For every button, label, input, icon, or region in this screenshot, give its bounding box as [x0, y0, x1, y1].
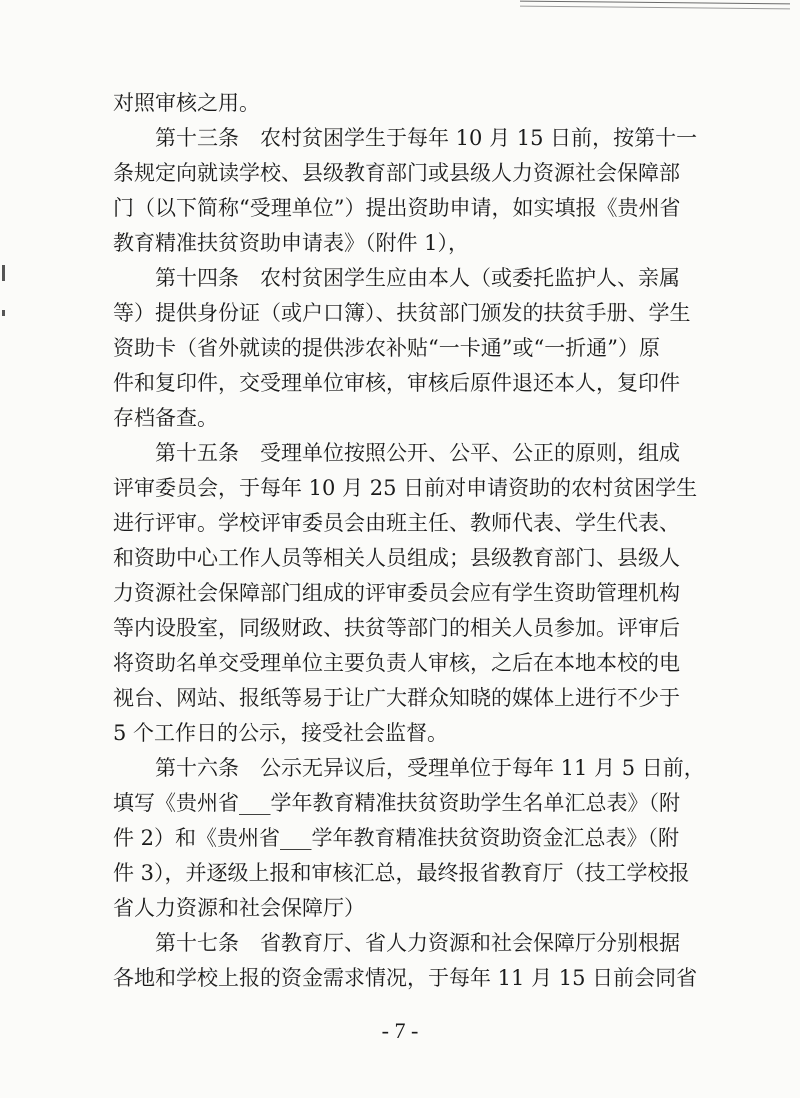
- text-line: 填写《贵州省___学年教育精准扶贫资助学生名单汇总表》（附: [113, 791, 680, 815]
- article-14-heading-line: 第十四条 农村贫困学生应由本人（或委托监护人、亲属: [113, 266, 680, 290]
- text-line: 等）提供身份证（或户口簿）、扶贫部门颁发的扶贫手册、学生: [113, 301, 691, 325]
- text-line: 视台、网站、报纸等易于让广大群众知晓的媒体上进行不少于: [113, 686, 680, 710]
- text-line: 教育精准扶贫资助申请表》（附件 1），: [113, 231, 470, 255]
- binding-mark: [2, 310, 5, 316]
- binding-mark: [2, 265, 5, 281]
- text-line: 资助卡（省外就读的提供涉农补贴“一卡通”或“一折通”）原: [113, 336, 660, 360]
- text-line: 件和复印件，交受理单位审核，审核后原件退还本人，复印件: [113, 371, 680, 395]
- text-line: 存档备查。: [113, 406, 218, 430]
- text-line: 将资助名单交受理单位主要负责人审核，之后在本地本校的电: [113, 651, 680, 675]
- text-line: 等内设股室，同级财政、扶贫等部门的相关人员参加。评审后: [113, 616, 680, 640]
- text-line: 5 个工作日的公示，接受社会监督。: [113, 721, 449, 745]
- article-16-heading-line: 第十六条 公示无异议后，受理单位于每年 11 月 5 日前，: [113, 756, 705, 780]
- page-number: - 7 -: [381, 1018, 419, 1043]
- text-line: 和资助中心工作人员等相关人员组成；县级教育部门、县级人: [113, 546, 680, 570]
- article-13-heading-line: 第十三条 农村贫困学生于每年 10 月 15 日前，按第十一: [113, 126, 698, 150]
- text-line: 省人力资源和社会保障厅）: [113, 896, 365, 920]
- text-line: 进行评审。学校评审委员会由班主任、教师代表、学生代表、: [113, 511, 680, 535]
- text-line: 门（以下简称“受理单位”）提出资助申请，如实填报《贵州省: [113, 196, 681, 220]
- text-line: 条规定向就读学校、县级教育部门或县级人力资源社会保障部: [113, 161, 680, 185]
- text-line: 各地和学校上报的资金需求情况，于每年 11 月 15 日前会同省: [113, 966, 698, 990]
- text-line: 件 2）和《贵州省___学年教育精准扶贫资助资金汇总表》（附: [113, 826, 680, 850]
- article-17-heading-line: 第十七条 省教育厅、省人力资源和社会保障厅分别根据: [113, 931, 680, 955]
- text-line: 件 3），并逐级上报和审核汇总，最终报省教育厅（技工学校报: [113, 861, 690, 885]
- text-line: 力资源社会保障部门组成的评审委员会应有学生资助管理机构: [113, 581, 680, 605]
- scan-edge-mark: [520, 1, 790, 10]
- article-15-heading-line: 第十五条 受理单位按照公开、公平、公正的原则，组成: [113, 441, 680, 465]
- text-line: 对照审核之用。: [113, 91, 260, 115]
- text-line: 评审委员会，于每年 10 月 25 日前对申请资助的农村贫困学生: [113, 476, 698, 500]
